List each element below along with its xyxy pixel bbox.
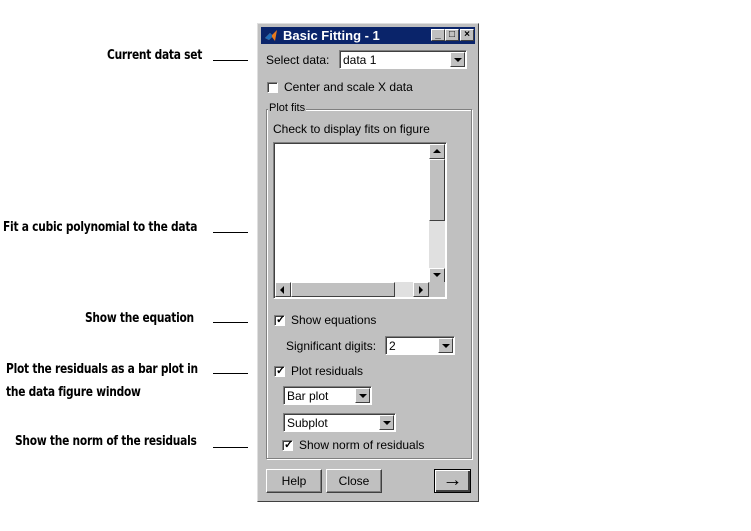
scroll-thumb-horizontal[interactable] bbox=[291, 282, 395, 297]
callout-show-norm: Show the norm of the residuals bbox=[15, 434, 197, 449]
checkmark-icon: ✓ bbox=[284, 439, 294, 451]
check-to-display-label: Check to display fits on figure bbox=[273, 122, 430, 136]
title-bar[interactable] bbox=[261, 27, 475, 44]
residual-plot-location-value: Subplot bbox=[287, 416, 328, 430]
checkmark-icon: ✓ bbox=[276, 314, 286, 326]
significant-digits-label: Significant digits: bbox=[286, 339, 377, 353]
scroll-corner bbox=[429, 282, 445, 297]
residual-plot-type-dropdown[interactable] bbox=[283, 386, 372, 405]
show-equations-checkbox[interactable] bbox=[274, 315, 285, 326]
close-button[interactable]: Close bbox=[326, 469, 382, 493]
plot-residuals-label: Plot residuals bbox=[291, 364, 364, 378]
select-data-label: Select data: bbox=[266, 53, 330, 67]
matlab-logo-icon bbox=[264, 28, 279, 43]
show-norm-checkbox[interactable] bbox=[282, 440, 293, 451]
plot-fits-group-label: Plot fits bbox=[269, 102, 306, 114]
chevron-down-icon[interactable] bbox=[379, 415, 394, 430]
scroll-left-icon[interactable] bbox=[275, 282, 291, 297]
chevron-down-icon[interactable] bbox=[355, 388, 370, 403]
callout-fit-cubic: Fit a cubic polynomial to the data bbox=[3, 220, 198, 235]
center-scale-checkbox[interactable] bbox=[267, 82, 278, 93]
callout-plot-residuals-2: the data figure window bbox=[6, 385, 141, 400]
close-icon[interactable]: × bbox=[460, 29, 474, 41]
forward-arrow-button[interactable] bbox=[434, 469, 471, 493]
horizontal-scrollbar[interactable] bbox=[275, 282, 429, 297]
significant-digits-value: 2 bbox=[389, 339, 396, 353]
significant-digits-dropdown[interactable] bbox=[385, 336, 455, 355]
chevron-down-icon[interactable] bbox=[450, 52, 465, 67]
scroll-thumb[interactable] bbox=[429, 159, 445, 221]
residual-plot-type-value: Bar plot bbox=[287, 389, 329, 403]
select-data-value: data 1 bbox=[343, 53, 377, 67]
fits-listbox[interactable] bbox=[273, 142, 447, 299]
checkmark-icon: ✓ bbox=[276, 365, 286, 377]
scroll-right-icon[interactable] bbox=[413, 282, 429, 297]
arrow-right-icon: → bbox=[442, 469, 463, 491]
leader-line bbox=[213, 373, 248, 374]
callout-plot-residuals-1: Plot the residuals as a bar plot in bbox=[6, 362, 198, 377]
minimize-icon[interactable]: _ bbox=[431, 29, 445, 41]
plot-residuals-checkbox[interactable] bbox=[274, 366, 285, 377]
help-button[interactable]: Help bbox=[266, 469, 322, 493]
callout-current-data-set: Current data set bbox=[107, 48, 203, 63]
show-norm-label: Show norm of residuals bbox=[299, 438, 425, 452]
vertical-scrollbar[interactable] bbox=[429, 144, 445, 283]
show-equations-label: Show equations bbox=[291, 313, 377, 327]
window-title: Basic Fitting - 1 bbox=[283, 28, 380, 43]
leader-line bbox=[213, 322, 248, 323]
leader-line bbox=[213, 232, 248, 233]
select-data-dropdown[interactable] bbox=[339, 50, 467, 69]
leader-line bbox=[213, 447, 248, 448]
basic-fitting-window bbox=[257, 23, 479, 502]
center-scale-label: Center and scale X data bbox=[284, 80, 413, 94]
chevron-down-icon[interactable] bbox=[438, 338, 453, 353]
callout-show-equation: Show the equation bbox=[85, 311, 194, 326]
scroll-up-icon[interactable] bbox=[429, 144, 445, 159]
maximize-icon[interactable]: □ bbox=[445, 29, 459, 41]
leader-line bbox=[213, 60, 248, 61]
scroll-down-icon[interactable] bbox=[429, 268, 445, 283]
residual-plot-location-dropdown[interactable] bbox=[283, 413, 396, 432]
